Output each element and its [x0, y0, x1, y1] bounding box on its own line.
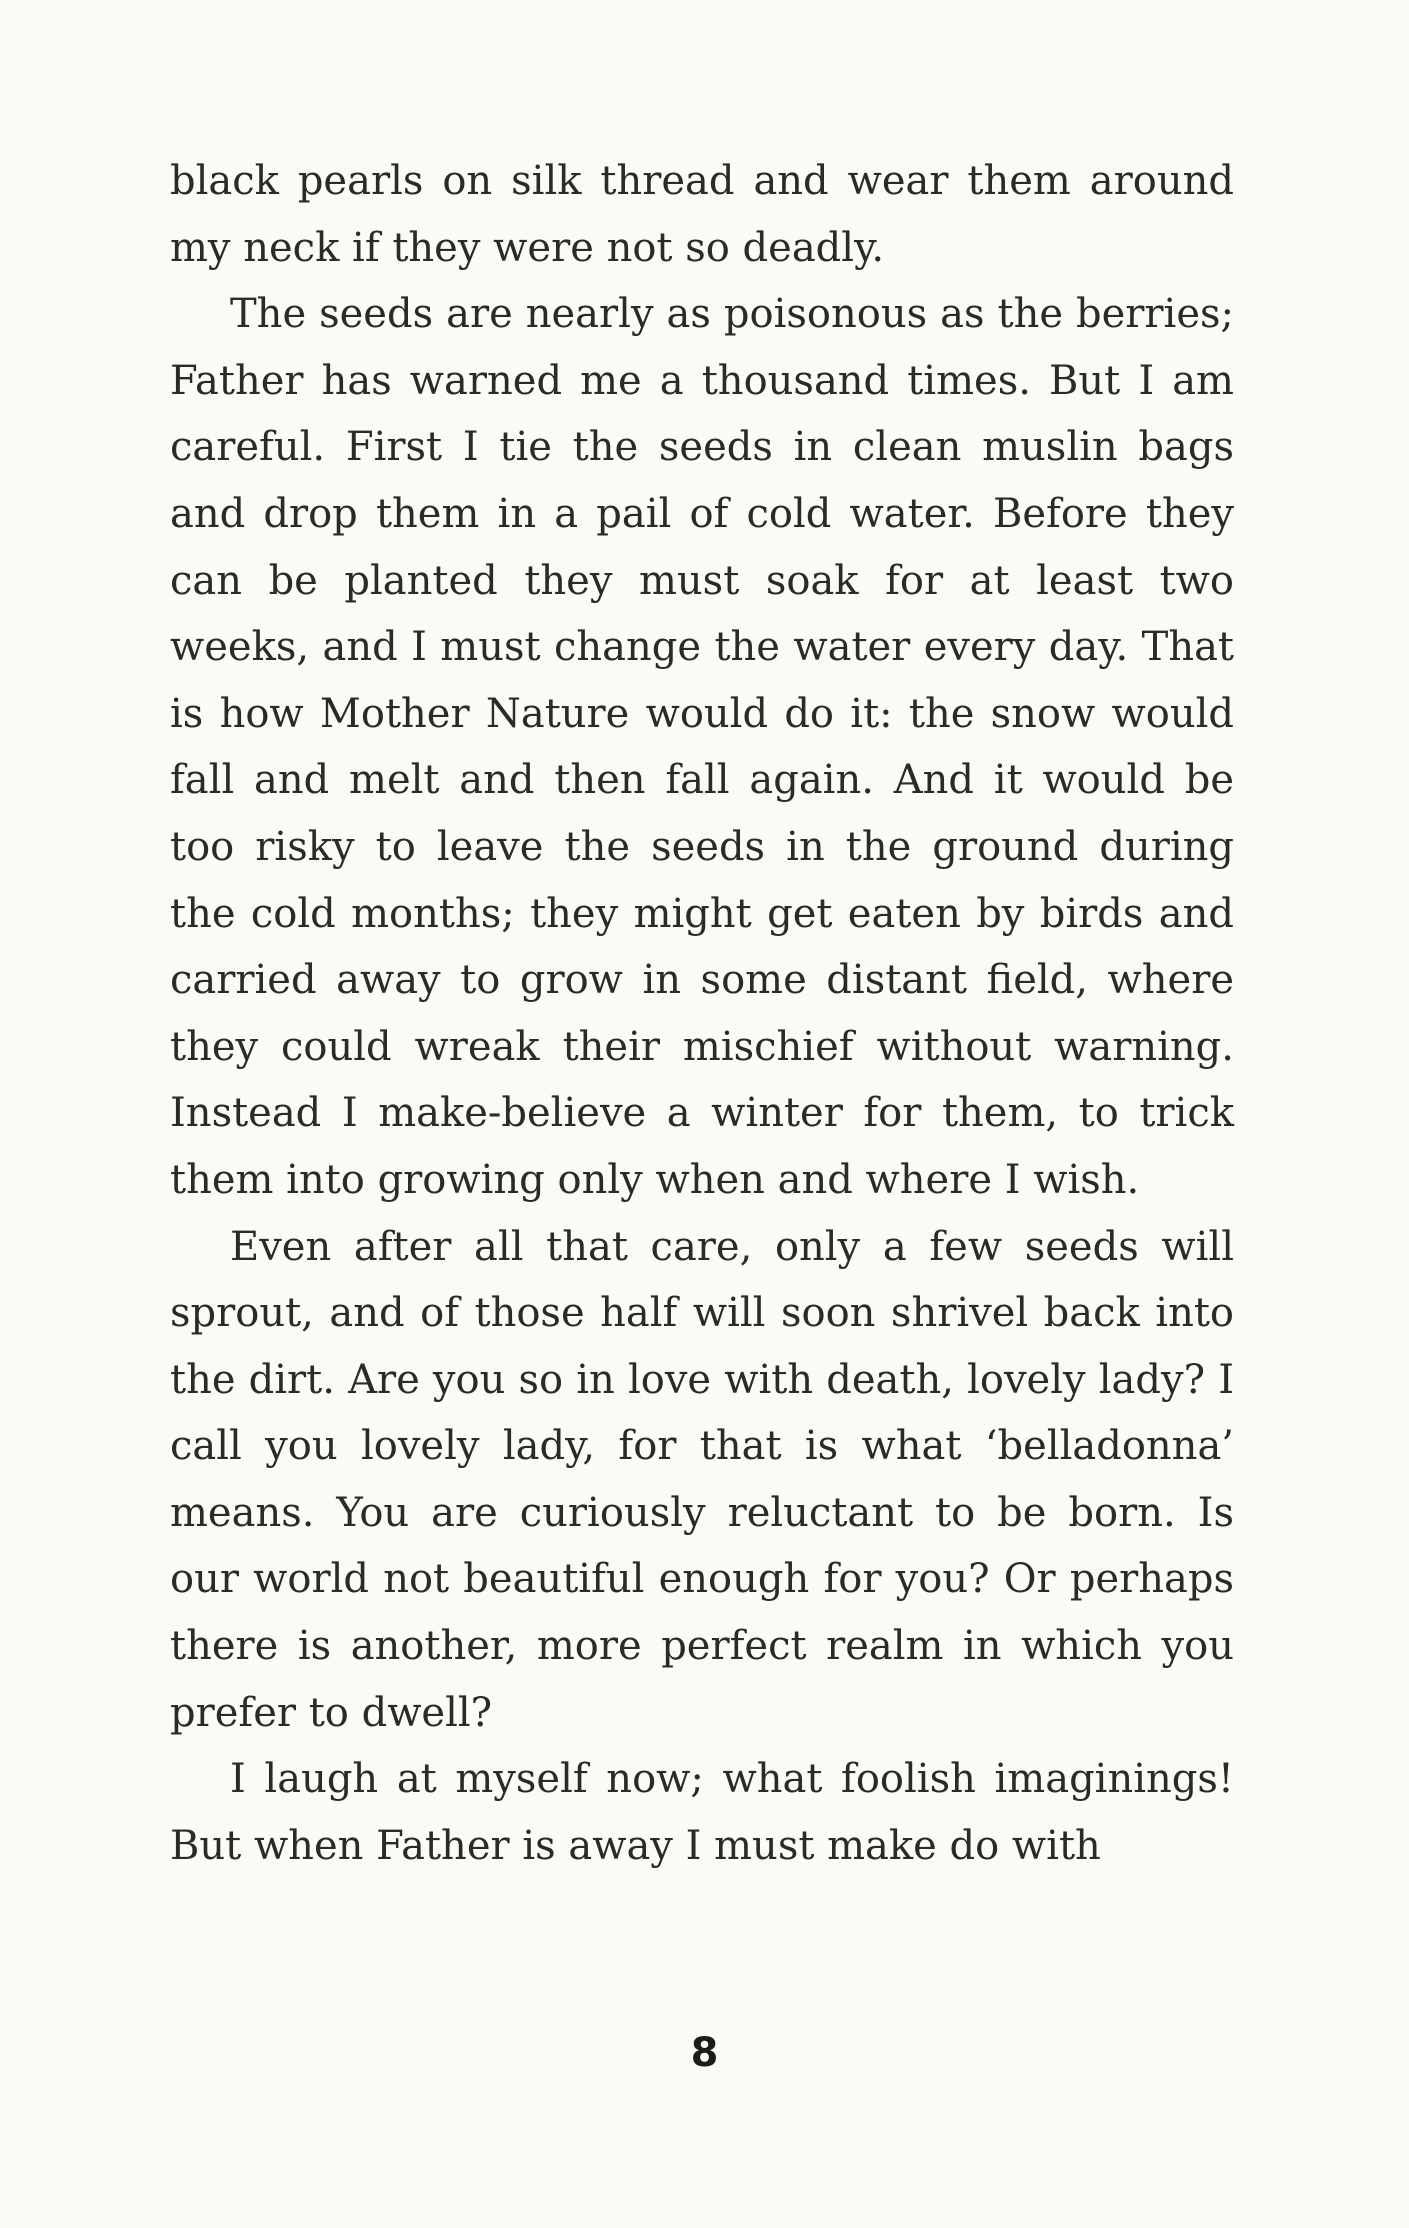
paragraph-continuation: black pearls on silk thread and wear them around my neck if they were not so deadly. — [170, 158, 1234, 271]
paragraph-laugh: I laugh at myself now; what foolish imaginings! But when Father is away I must make do with — [170, 1756, 1234, 1869]
paragraph-sprout: Even after all that care, only a few seeds will sprout, and of those half will soon shrivel back into the dirt. Are you so in love with death, lovely lady? I call you lovely lady, for that is what ‘belladonna’ means. You are curiously reluctant to be born. Is our world not beautiful enough for you? Or perhaps there is another, more perfect realm in which you prefer to dwell? — [170, 1223, 1234, 1736]
page-number: 8 — [690, 2030, 719, 2076]
body-text — [170, 148, 1234, 1879]
paragraph-seeds: The seeds are nearly as poisonous as the berries; Father has warned me a thousand times. But I am careful. First I tie the seeds in clean muslin bags and drop them in a pail of cold water. Before they can be planted they must soak for at least two weeks, and I must change the water every day. That is how Mother Nature would do it: the snow would fall and melt and then fall again. And it would be too risky to leave the seeds in the ground during the cold months; they might get eaten by birds and carried away to grow in some distant field, where they could wreak their mischief without warning. Instead I make-believe a winter for them, to trick them into growing only when and where I wish. — [170, 291, 1234, 1203]
